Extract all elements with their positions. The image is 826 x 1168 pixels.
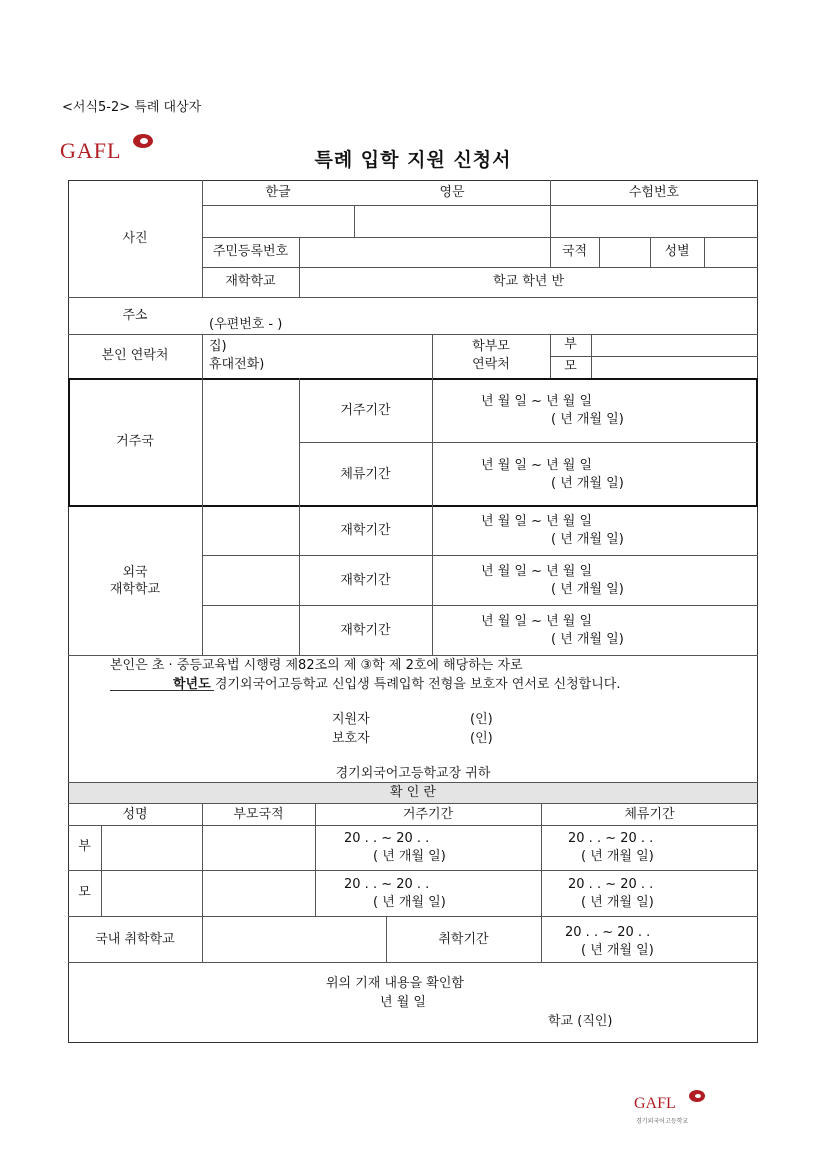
confirm-date-range: 20 . . ~ 20 . . bbox=[565, 925, 651, 940]
footer-logo: GAFL bbox=[634, 1095, 676, 1113]
footer-logo-leaf-icon bbox=[688, 1089, 706, 1103]
parent-contact-label-2: 연락처 bbox=[472, 357, 510, 372]
stay-period-label: 거주기간 bbox=[340, 403, 391, 418]
page-title: 특례 입학 지원 신청서 bbox=[314, 149, 512, 171]
confirm-date: 년 월 일 bbox=[380, 995, 426, 1010]
english-name-label: 영문 bbox=[439, 185, 465, 200]
enrollment-period-label: 재학기간 bbox=[340, 623, 391, 638]
confirm-date-range: 20 . . ~ 20 . . bbox=[344, 831, 430, 846]
gafl-logo: GAFL bbox=[60, 138, 121, 164]
enrollment-period-label: 재학기간 bbox=[340, 573, 391, 588]
stay-period-header: 거주기간 bbox=[402, 807, 454, 822]
resident-number-label: 주민등록번호 bbox=[212, 244, 289, 259]
address-label: 주소 bbox=[122, 308, 148, 323]
confirm-date-range: 20 . . ~ 20 . . bbox=[568, 877, 654, 892]
period-duration: ( 년 개월 일) bbox=[551, 476, 624, 491]
current-school-label: 재학학교 bbox=[225, 274, 276, 289]
confirm-title: 확 인 란 bbox=[390, 785, 436, 800]
foreign-school-label: 외국 bbox=[122, 565, 148, 580]
applicant-label: 지원자 bbox=[332, 712, 370, 727]
gender-label: 성별 bbox=[664, 244, 690, 259]
declaration-line-1: 본인은 초 · 중등교육법 시행령 제82조의 제 ③학 제 2호에 해당하는 자로 bbox=[110, 658, 523, 673]
period-duration: ( 년 개월 일) bbox=[551, 412, 624, 427]
enrollment-period-label: 재학기간 bbox=[340, 523, 391, 538]
period-dates: 년 월 일 ~ 년 월 일 bbox=[481, 564, 593, 579]
foreign-school-label-2: 재학학교 bbox=[109, 582, 161, 597]
confirm-duration: ( 년 개월 일) bbox=[581, 895, 654, 910]
confirm-duration: ( 년 개월 일) bbox=[373, 849, 446, 864]
declaration-line-2 bbox=[173, 676, 621, 694]
residence-country-label: 거주국 bbox=[116, 434, 154, 449]
confirm-duration: ( 년 개월 일) bbox=[373, 895, 446, 910]
guardian-seal: (인) bbox=[470, 731, 493, 746]
period-dates: 년 월 일 ~ 년 월 일 bbox=[481, 614, 593, 629]
postal-code: (우편번호 - ) bbox=[209, 317, 283, 332]
period-dates: 년 월 일 ~ 년 월 일 bbox=[481, 514, 593, 529]
father-label: 부 bbox=[564, 337, 577, 352]
period-dates: 년 월 일 ~ 년 월 일 bbox=[481, 458, 593, 473]
mother-label: 모 bbox=[564, 359, 577, 374]
home-phone-label: 집) bbox=[209, 339, 227, 354]
period-duration: ( 년 개월 일) bbox=[551, 582, 624, 597]
enrollment-period-label: 취학기간 bbox=[438, 932, 489, 947]
form-number: <서식5-2> 특례 대상자 bbox=[62, 100, 202, 115]
name-header: 성명 bbox=[122, 807, 148, 822]
applicant-seal: (인) bbox=[470, 712, 493, 727]
sojourn-period-label: 체류기간 bbox=[340, 467, 391, 482]
school-grade-class: 학교 학년 반 bbox=[492, 274, 565, 289]
mother-row-label: 모 bbox=[78, 885, 91, 900]
parent-contact-label: 학부모 bbox=[472, 339, 510, 354]
korean-name-label: 한글 bbox=[265, 185, 291, 200]
contact-label: 본인 연락처 bbox=[101, 348, 169, 363]
exam-number-label: 수험번호 bbox=[628, 185, 680, 200]
declaration-text: 경기외국어고등학교 신입생 특례입학 전형을 보호자 연서로 신청합니다. bbox=[210, 677, 621, 692]
confirm-date-range: 20 . . ~ 20 . . bbox=[568, 831, 654, 846]
guardian-label: 보호자 bbox=[332, 731, 370, 746]
confirm-statement: 위의 기재 내용을 확인함 bbox=[326, 976, 464, 991]
period-dates: 년 월 일 ~ 년 월 일 bbox=[481, 394, 593, 409]
confirm-duration: ( 년 개월 일) bbox=[581, 849, 654, 864]
nationality-label: 국적 bbox=[561, 244, 588, 259]
photo-label: 사진 bbox=[122, 231, 148, 246]
period-duration: ( 년 개월 일) bbox=[551, 632, 624, 647]
footer-logo-subtitle: 경기외국어고등학교 bbox=[636, 1118, 689, 1125]
period-duration: ( 년 개월 일) bbox=[551, 532, 624, 547]
domestic-school-label: 국내 취학학교 bbox=[95, 932, 175, 947]
father-row-label: 부 bbox=[78, 839, 91, 854]
mobile-phone-label: 휴대전화) bbox=[209, 357, 265, 372]
parent-nationality-header: 부모국적 bbox=[233, 807, 284, 822]
confirm-duration: ( 년 개월 일) bbox=[581, 943, 654, 958]
school-seal: 학교 (직인) bbox=[548, 1014, 613, 1029]
year-label: 학년도 bbox=[173, 677, 211, 692]
sojourn-period-header: 체류기간 bbox=[624, 807, 675, 822]
confirm-date-range: 20 . . ~ 20 . . bbox=[344, 877, 430, 892]
addressee: 경기외국어고등학교장 귀하 bbox=[335, 766, 491, 781]
